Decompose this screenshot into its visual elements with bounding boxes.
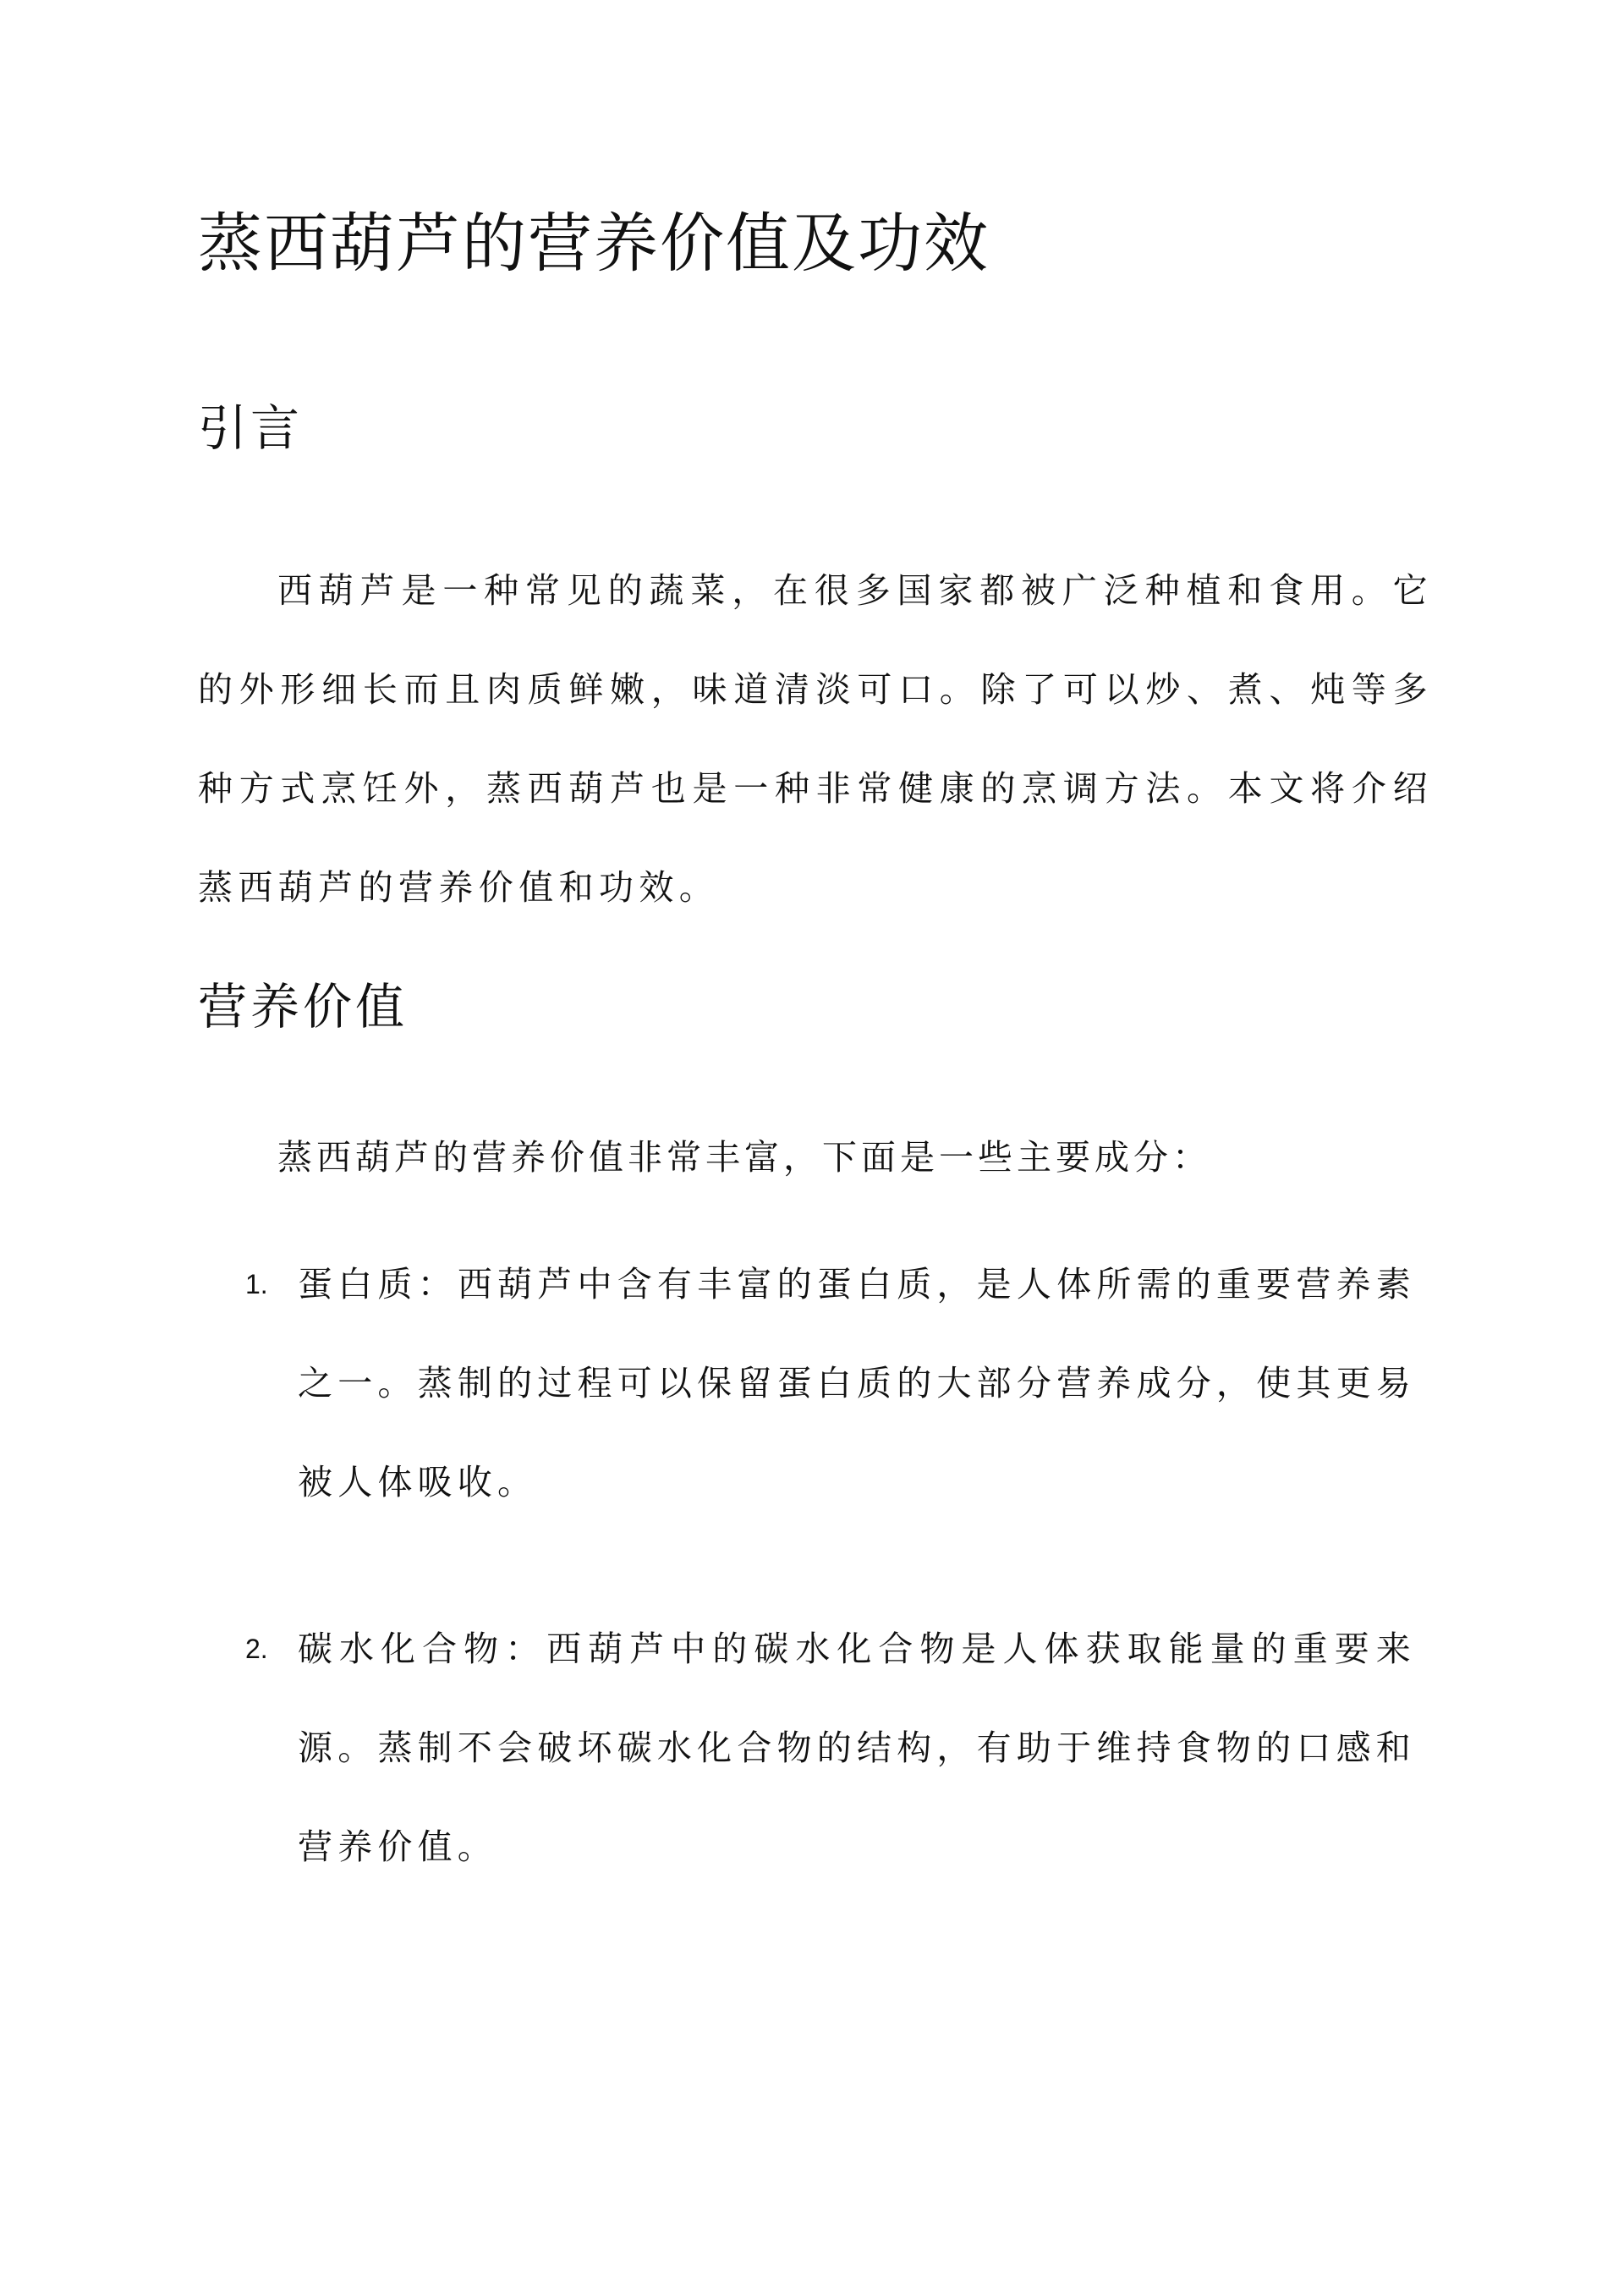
- nutrition-lead-paragraph: 蒸西葫芦的营养价值非常丰富，下面是一些主要成分：: [277, 1137, 1211, 1178]
- list-item-text: 碳水化合物：西葫芦中的碳水化合物是人体获取能量的重要来源。蒸制不会破坏碳水化合物的结构，有助于维持食物的口感和营养价值。: [298, 1629, 1416, 1867]
- list-item-text: 蛋白质：西葫芦中含有丰富的蛋白质，是人体所需的重要营养素之一。蒸制的过程可以保留蛋白质的大部分营养成分，使其更易被人体吸收。: [298, 1264, 1416, 1502]
- list-item-number: 1.: [245, 1269, 268, 1299]
- list-item: [198, 1600, 1416, 1897]
- list-item: [198, 1235, 1416, 1532]
- section-heading-nutrition-value: 营养价值: [198, 978, 409, 1035]
- document-title: 蒸西葫芦的营养价值及功效: [198, 206, 990, 281]
- section-heading-introduction: 引言: [198, 399, 304, 457]
- nutrient-list: [198, 1235, 1416, 1964]
- list-item-number: 2.: [245, 1634, 268, 1664]
- introduction-paragraph: 西葫芦是一种常见的蔬菜，在很多国家都被广泛种植和食用。它的外形细长而且肉质鲜嫩，味道清淡可口。除了可以炒、煮、炖等多种方式烹饪外，蒸西葫芦也是一种非常健康的烹调方法。本文将介绍蒸西葫芦的营养价值和功效。: [198, 570, 1433, 908]
